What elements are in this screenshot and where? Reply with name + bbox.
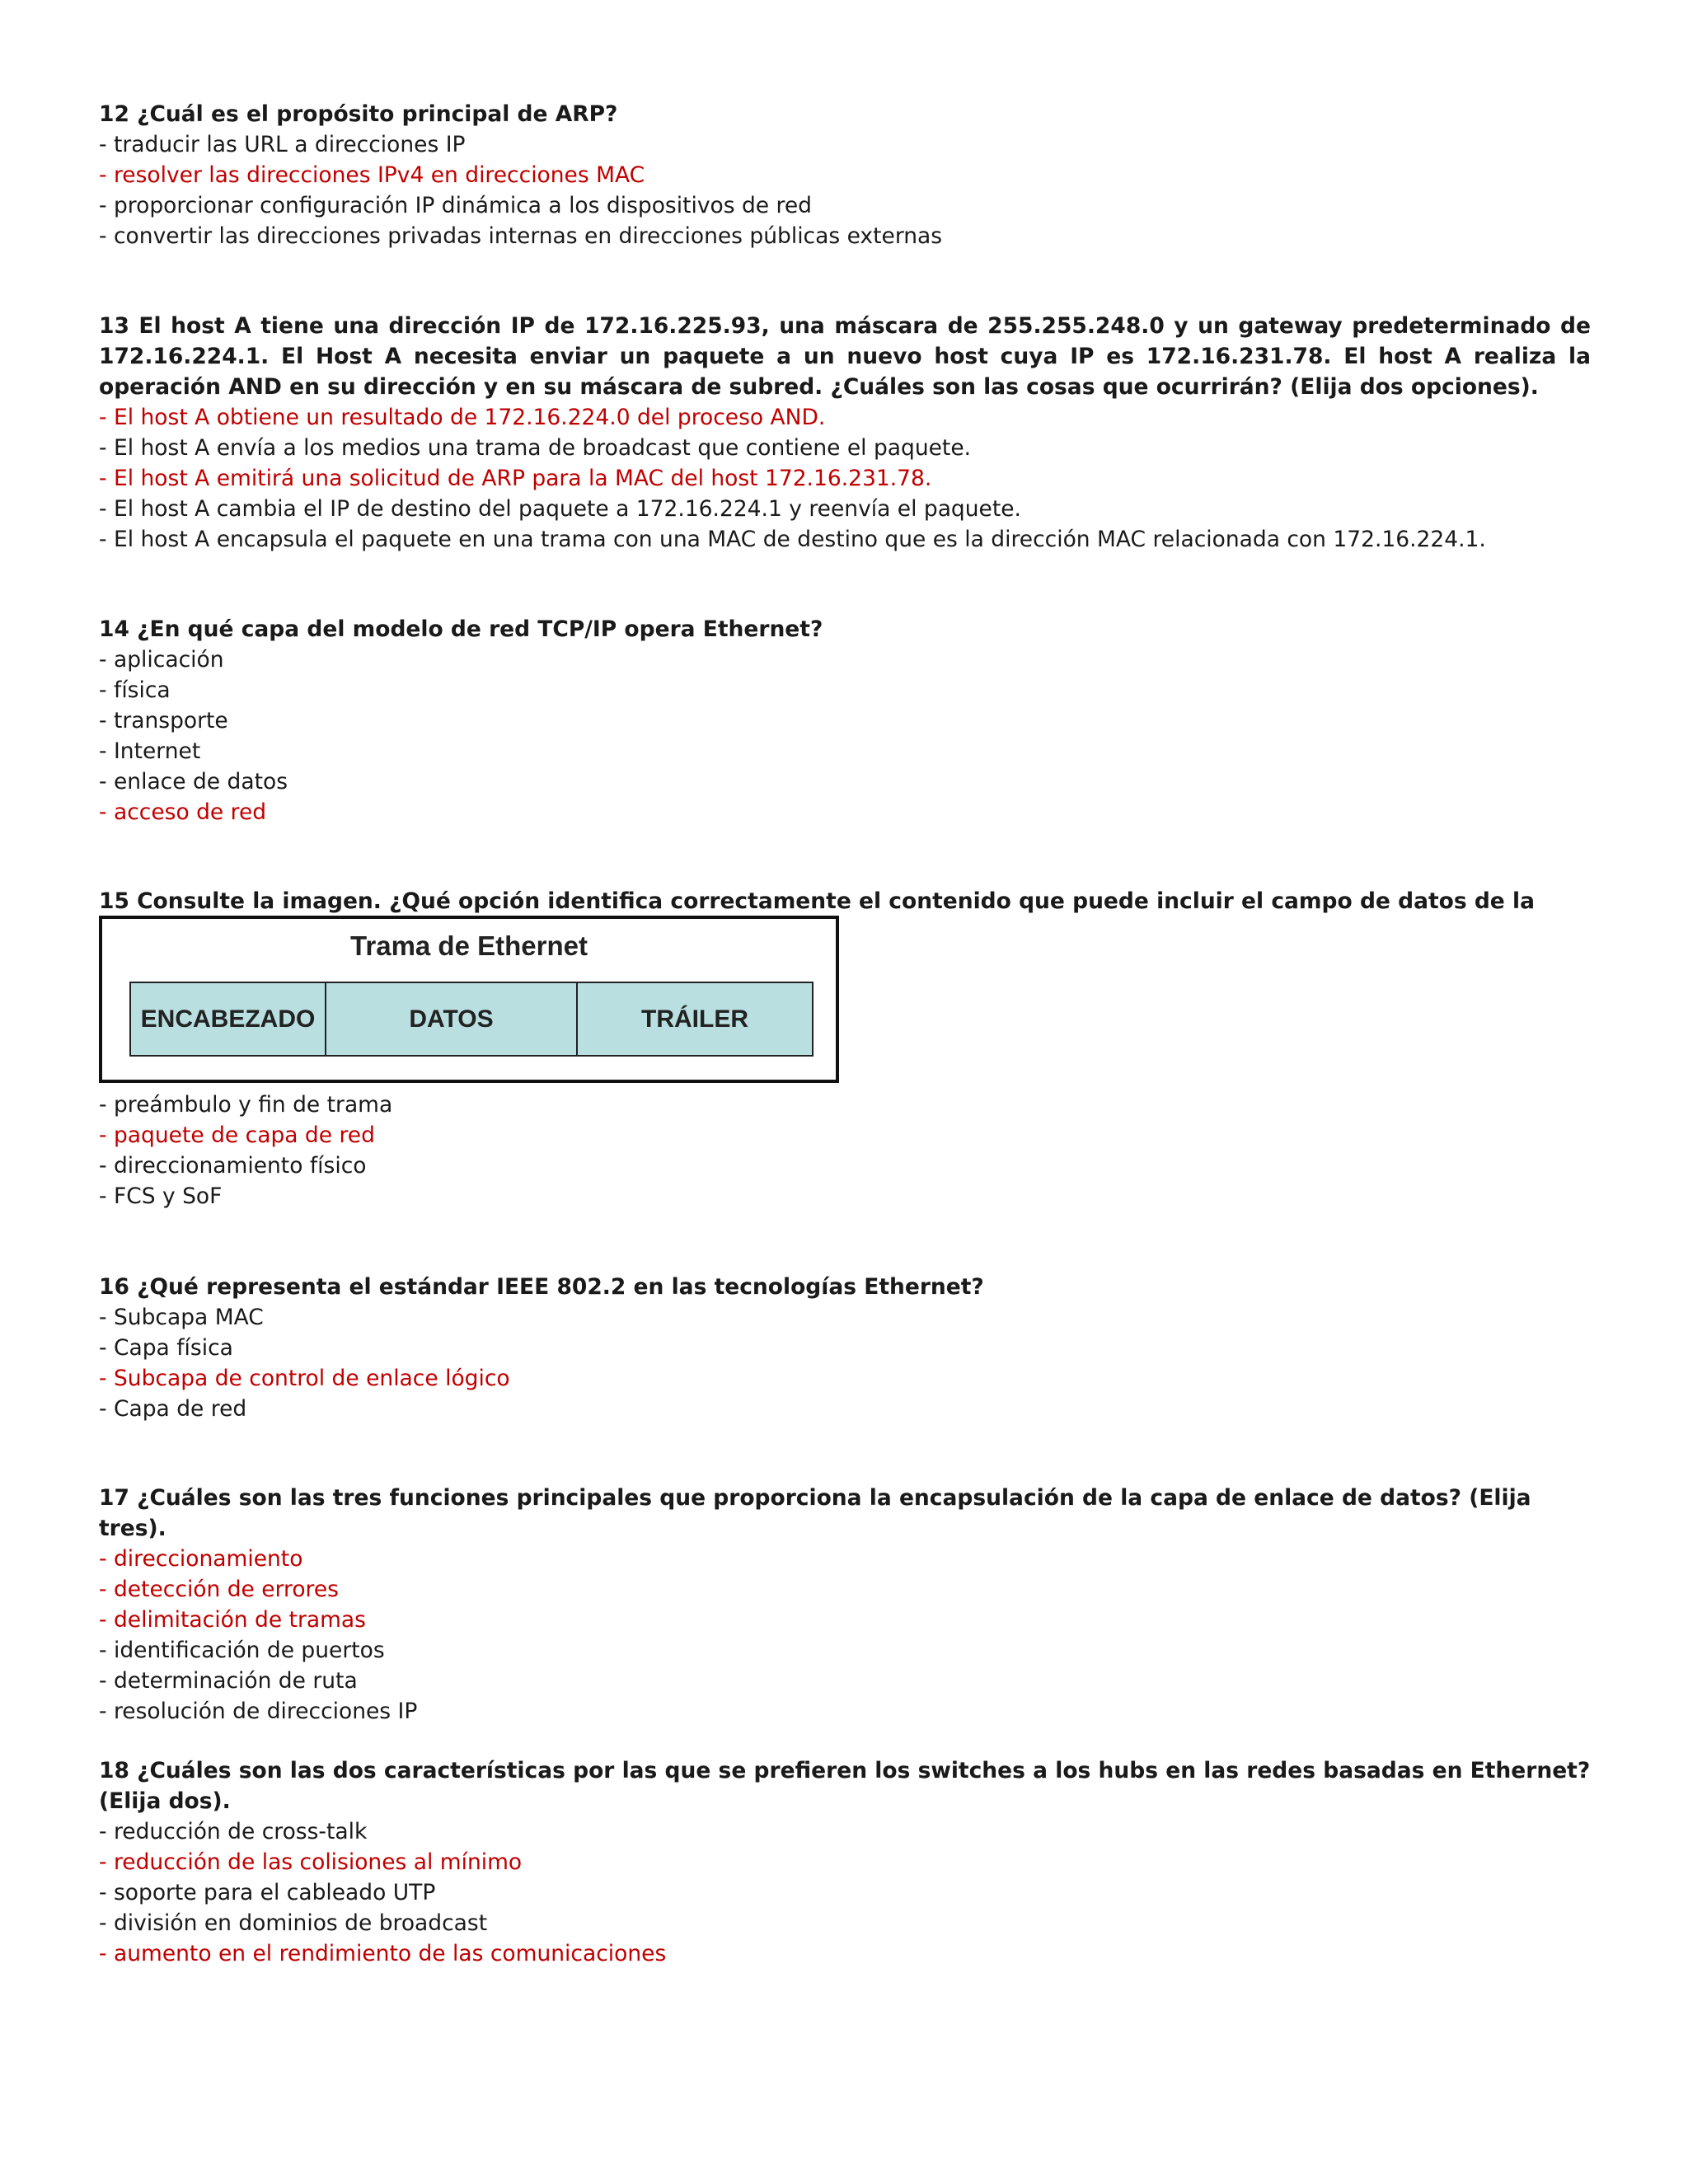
answer-option-correct: - reducción de las colisiones al mínimo [99,1849,523,1875]
answer-option-correct: - acceso de red [99,799,267,825]
question-12 [99,99,1591,251]
question-title: 14 ¿En qué capa del modelo de red TCP/IP opera Ethernet? [99,616,823,642]
question-title: 17 ¿Cuáles son las tres funciones principales que proporciona la encapsulación de la capa de enlace de datos? (Elija tres). [99,1485,1531,1541]
answer-option: - Capa física [99,1335,233,1361]
answer-option: - Capa de red [99,1396,247,1422]
question-17 [99,1483,1591,1727]
answer-option: - aplicación [99,647,224,673]
answer-option-correct: - detección de errores [99,1577,339,1602]
question-16 [99,1272,1591,1424]
answer-option: - enlace de datos [99,769,288,794]
answer-option: - Internet [99,738,201,764]
question-15-options [99,1090,1591,1212]
answer-option: - traducir las URL a direcciones IP [99,132,466,157]
answer-option-correct: - Subcapa de control de enlace lógico [99,1366,510,1391]
question-title: 15 Consulte la imagen. ¿Qué opción identifica correctamente el contenido que puede incluir el campo de datos de la [99,888,1535,914]
answer-option: - identificación de puertos [99,1638,385,1663]
ethernet-frame-figure [99,916,839,1083]
answer-option-correct: - El host A obtiene un resultado de 172.16.224.0 del proceso AND. [99,405,826,430]
answer-option: - preámbulo y fin de trama [99,1092,393,1118]
answer-option: - direccionamiento físico [99,1153,367,1179]
answer-option-correct: - aumento en el rendimiento de las comunicaciones [99,1941,667,1966]
answer-option: - resolución de direcciones IP [99,1699,418,1724]
answer-option: - FCS y SoF [99,1183,223,1209]
question-14 [99,614,1591,827]
answer-option: - convertir las direcciones privadas internas en direcciones públicas externas [99,223,943,249]
answer-option: - El host A encapsula el paquete en una trama con una MAC de destino que es la dirección MAC relacionada con 172.16.224.1. [99,527,1486,552]
answer-option-correct: - paquete de capa de red [99,1122,375,1148]
question-13 [99,311,1591,555]
answer-option: - El host A envía a los medios una trama de broadcast que contiene el paquete. [99,435,972,461]
answer-option: - proporcionar configuración IP dinámica a los dispositivos de red [99,193,812,218]
answer-option-correct: - direccionamiento [99,1546,303,1572]
frame-header-cell: ENCABEZADO [131,983,325,1055]
frame-fields-row [129,982,814,1057]
answer-option: - Subcapa MAC [99,1305,264,1330]
frame-data-cell: DATOS [325,983,576,1055]
answer-option: - reducción de cross-talk [99,1819,368,1844]
answer-option: - física [99,677,171,703]
answer-option-correct: - delimitación de tramas [99,1607,366,1633]
question-title: 12 ¿Cuál es el propósito principal de ARP? [99,101,618,127]
answer-option-correct: - resolver las direcciones IPv4 en direcciones MAC [99,162,645,188]
answer-option: - transporte [99,708,228,733]
question-title: 16 ¿Qué representa el estándar IEEE 802.2 en las tecnologías Ethernet? [99,1274,984,1300]
answer-option: - soporte para el cableado UTP [99,1880,436,1905]
answer-option-correct: - El host A emitirá una solicitud de ARP para la MAC del host 172.16.231.78. [99,466,932,491]
question-title: 13 El host A tiene una dirección IP de 172.16.225.93, una máscara de 255.255.248.0 y un gateway predeterminado de 172.16.224.1. El Host A necesita enviar un paquete a un nuevo host cuya IP es 172.16.231.78. El host A realiza la operación AND en su dirección y en su máscara de subred. ¿Cuáles son las cosas que ocurrirán? (Elija dos opciones). [99,313,1591,400]
answer-option: - determinación de ruta [99,1668,358,1694]
question-title: 18 ¿Cuáles son las dos características por las que se prefieren los switches a los hubs en las redes basadas en Ethernet? (Elija dos). [99,1758,1591,1814]
answer-option: - El host A cambia el IP de destino del paquete a 172.16.224.1 y reenvía el paquete. [99,496,1021,522]
answer-option: - división en dominios de broadcast [99,1910,488,1936]
figure-title: Trama de Ethernet [350,930,588,961]
frame-trailer-cell: TRÁILER [576,983,812,1055]
question-18 [99,1755,1591,1969]
